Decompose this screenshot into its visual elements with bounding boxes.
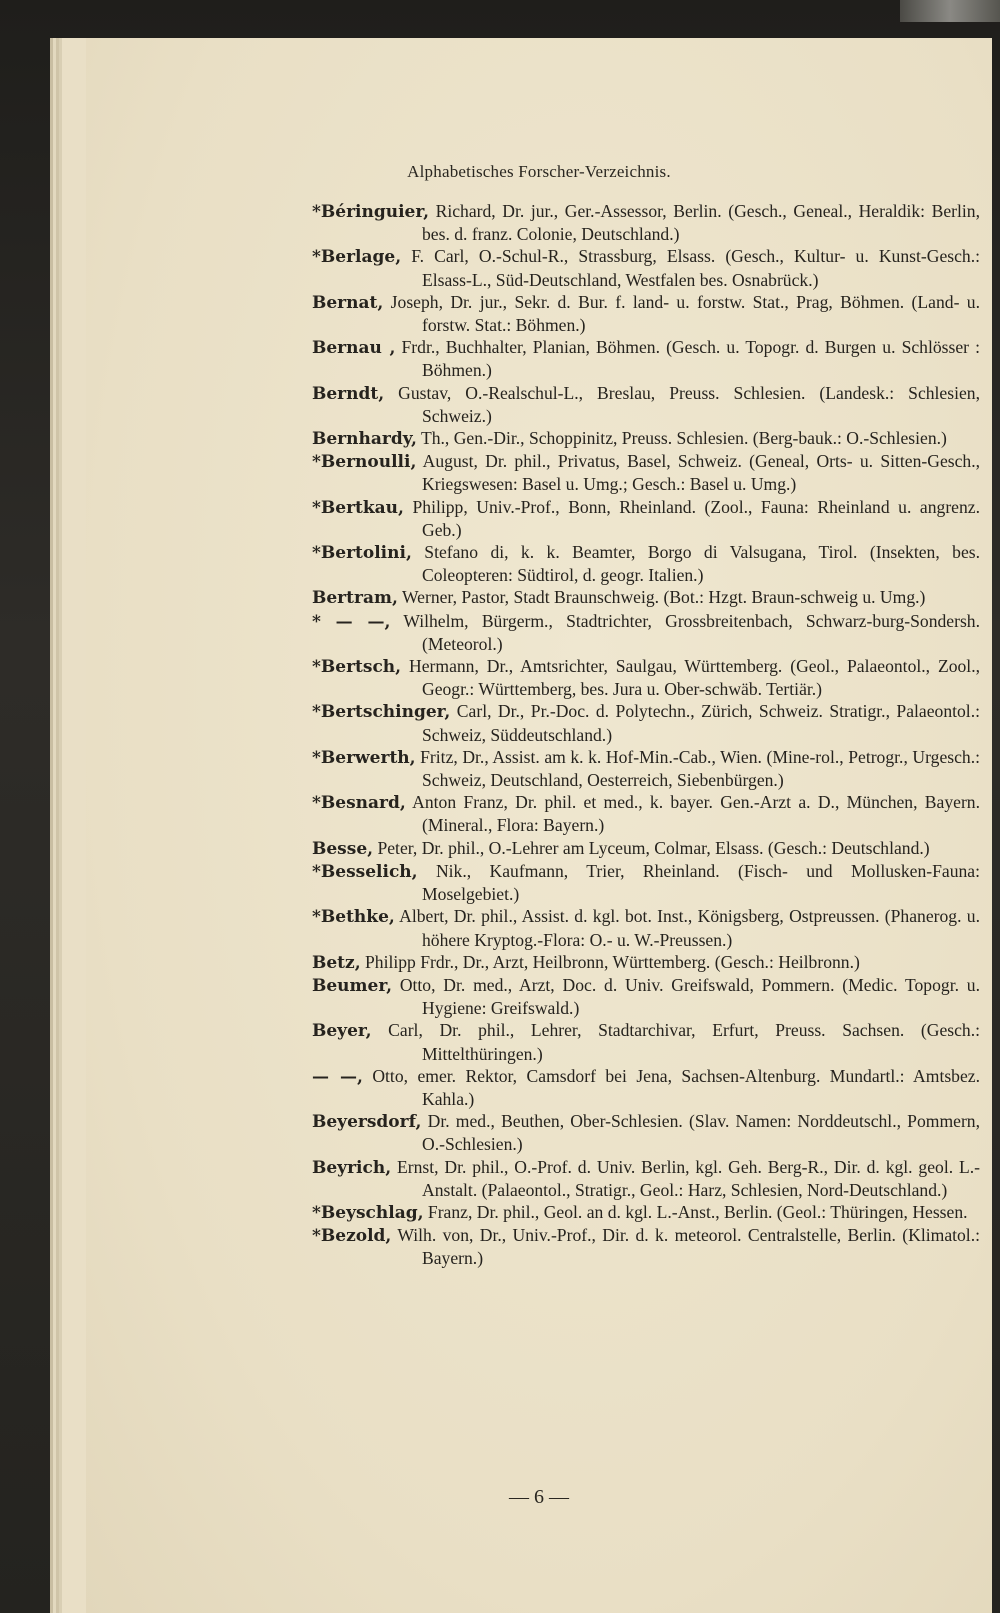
entry-text: Werner, Pastor, Stadt Braunschweig. (Bot.: Hzgt. Braun-schweig u. Umg.) [397, 587, 926, 608]
entry [312, 427, 980, 450]
entry-name: *Berwerth, [312, 747, 416, 768]
entry-name: Beyrich, [312, 1157, 392, 1178]
entry-name: Besse, [312, 838, 374, 859]
entry-text: Anton Franz, Dr. phil. et med., k. bayer. Gen.-Arzt a. D., München, Bayern. (Mineral., Flora: Bayern.) [405, 792, 980, 836]
entry [312, 610, 980, 655]
entry [312, 974, 980, 1019]
entry-name: *Bernoulli, [312, 452, 417, 473]
entry-name: *Bertkau, [312, 497, 404, 518]
entry [312, 905, 980, 950]
entry [312, 1201, 980, 1224]
entry-text: F. Carl, O.-Schul-R., Strassburg, Elsass. (Gesch., Kultur- u. Kunst-Gesch.: Elsass-L., Süd-Deutschland, Westfalen bes. Osnabrück.) [401, 246, 980, 290]
entry [312, 382, 980, 427]
entry [312, 1156, 980, 1201]
entry [312, 791, 980, 836]
entry [312, 245, 980, 290]
entry [312, 860, 980, 905]
entry-text: Otto, emer. Rektor, Camsdorf bei Jena, Sachsen-Altenburg. Mundartl.: Amtsbez. Kahla.) [362, 1065, 980, 1109]
entry-text: Th., Gen.-Dir., Schoppinitz, Preuss. Schlesien. (Berg-bauk.: O.-Schlesien.) [416, 428, 947, 449]
entry-text: Frdr., Buchhalter, Planian, Böhmen. (Gesch. u. Topogr. d. Burgen u. Schlösser : Böhmen.) [395, 337, 981, 381]
entry-name: *Beyschlag, [312, 1202, 424, 1223]
entry-name: *Béringuier, [312, 202, 430, 222]
running-head: Alphabetisches Forscher-Verzeichnis. [407, 162, 671, 181]
entry-name: *Bertsch, [312, 657, 402, 678]
entry-name: Beyersdorf, [312, 1112, 422, 1133]
entry-text: Hermann, Dr., Amtsrichter, Saulgau, Württemberg. (Geol., Palaeontol., Zool., Geogr.: Württemberg, bes. Jura u. Ober-schwäb. Tertiär.) [401, 656, 980, 700]
entry [312, 541, 980, 586]
entry-name: Bertram, [312, 588, 398, 609]
entry-name: *Bethke, [312, 907, 395, 928]
entry [312, 1110, 980, 1155]
entry [312, 951, 980, 974]
entry [312, 700, 980, 745]
entry-text: Dr. med., Beuthen, Ober-Schlesien. (Slav. Namen: Norddeutschl., Pommern, O.-Schlesien.) [421, 1111, 980, 1155]
entry-name: Beumer, [312, 975, 392, 996]
entry-text: Richard, Dr. jur., Ger.-Assessor, Berlin. (Gesch., Geneal., Heraldik: Berlin, bes. d. franz. Colonie, Deutschland.) [422, 201, 980, 245]
entry-name: Betz, [312, 952, 361, 973]
book-page [86, 38, 992, 1613]
entry-name: Beyer, [312, 1021, 372, 1042]
page-number: — 6 — [509, 1486, 569, 1508]
entry-name: * — —, [312, 611, 391, 632]
entry-text: Stefano di, k. k. Beamter, Borgo di Valsugana, Tirol. (Insekten, bes. Coleopteren: Südtirol, d. geogr. Italien.) [411, 542, 980, 586]
entry [312, 291, 980, 336]
entry-name: Bernhardy, [312, 429, 417, 450]
entry-name: Berndt, [312, 383, 385, 404]
entry [312, 336, 980, 381]
entry [312, 1065, 980, 1110]
entry [312, 655, 980, 700]
entry-text: Carl, Dr., Pr.-Doc. d. Polytechn., Zürich, Schweiz. Stratigr., Palaeontol.: Schweiz, Süddeutschland.) [422, 701, 980, 745]
entry-text: Franz, Dr. phil., Geol. an d. kgl. L.-Anst., Berlin. (Geol.: Thüringen, Hessen. [423, 1201, 968, 1222]
entry-name: *Besselich, [312, 861, 418, 882]
entry-list [312, 200, 980, 1270]
entry-text: Philipp, Univ.-Prof., Bonn, Rheinland. (Zool., Fauna: Rheinland u. angrenz. Geb.) [403, 496, 980, 540]
entry-text: Philipp Frdr., Dr., Arzt, Heilbronn, Württemberg. (Gesch.: Heilbronn.) [360, 951, 860, 972]
entry [312, 450, 980, 495]
entry-name: *Berlage, [312, 247, 402, 268]
entry-text: Albert, Dr. phil., Assist. d. kgl. bot. Inst., Königsberg, Ostpreussen. (Phanerog. u. höhere Kryptog.-Flora: O.- u. W.-Preussen.) [394, 906, 980, 950]
entry-text: Ernst, Dr. phil., O.-Prof. d. Univ. Berlin, kgl. Geh. Berg-R., Dir. d. kgl. geol. L.-Anstalt. (Palaeontol., Stratigr., Geol.: Harz, Schlesien, Nord-Deutschland.) [391, 1156, 980, 1200]
entry [312, 496, 980, 541]
entry-text: Fritz, Dr., Assist. am k. k. Hof-Min.-Cab., Wien. (Mine-rol., Petrogr., Urgesch.: Schweiz, Deutschland, Oesterreich, Siebenbürgen.) [415, 746, 980, 791]
entry-text: Nik., Kaufmann, Trier, Rheinland. (Fisch- und Mollusken-Fauna: Moselgebiet.) [417, 860, 980, 905]
cover-label [900, 0, 1000, 22]
entry-name: *Besnard, [312, 793, 406, 814]
entry [312, 1224, 980, 1269]
entry-name: Bernat, [312, 292, 384, 313]
entry [312, 837, 980, 860]
entry-text: August, Dr. phil., Privatus, Basel, Schweiz. (Geneal, Orts- u. Sitten-Gesch., Kriegswesen: Basel u. Umg.; Gesch.: Basel u. Umg.) [416, 451, 980, 495]
entry [312, 200, 980, 245]
entry-name: *Bezold, [312, 1226, 392, 1247]
entry [312, 586, 980, 609]
entry-text: Wilh. von, Dr., Univ.-Prof., Dir. d. k. meteorol. Centralstelle, Berlin. (Klimatol.: Bayern.) [391, 1225, 980, 1269]
entry-name: Bernau , [312, 338, 396, 359]
entry-text: Wilhelm, Bürgerm., Stadtrichter, Grossbreitenbach, Schwarz-burg-Sondersh. (Meteorol.) [390, 610, 980, 654]
entry-text: Peter, Dr. phil., O.-Lehrer am Lyceum, Colmar, Elsass. (Gesch.: Deutschland.) [373, 837, 930, 858]
entry [312, 746, 980, 791]
entry-text: Gustav, O.-Realschul-L., Breslau, Preuss. Schlesien. (Landesk.: Schlesien, Schweiz.) [384, 382, 980, 426]
entry-text: Joseph, Dr. jur., Sekr. d. Bur. f. land- u. forstw. Stat., Prag, Böhmen. (Land- u. forstw. Stat.: Böhmen.) [383, 291, 980, 336]
entry-name: *Bertolini, [312, 543, 412, 564]
entry-text: Carl, Dr. phil., Lehrer, Stadtarchivar, Erfurt, Preuss. Sachsen. (Gesch.: Mittelthüringen.) [371, 1020, 980, 1064]
entry-text: Otto, Dr. med., Arzt, Doc. d. Univ. Greifswald, Pommern. (Medic. Topogr. u. Hygiene: Greifswald.) [392, 974, 980, 1019]
entry [312, 1019, 980, 1064]
entry-name: *Bertschinger, [312, 702, 451, 723]
entry-name: — —, [312, 1066, 363, 1087]
